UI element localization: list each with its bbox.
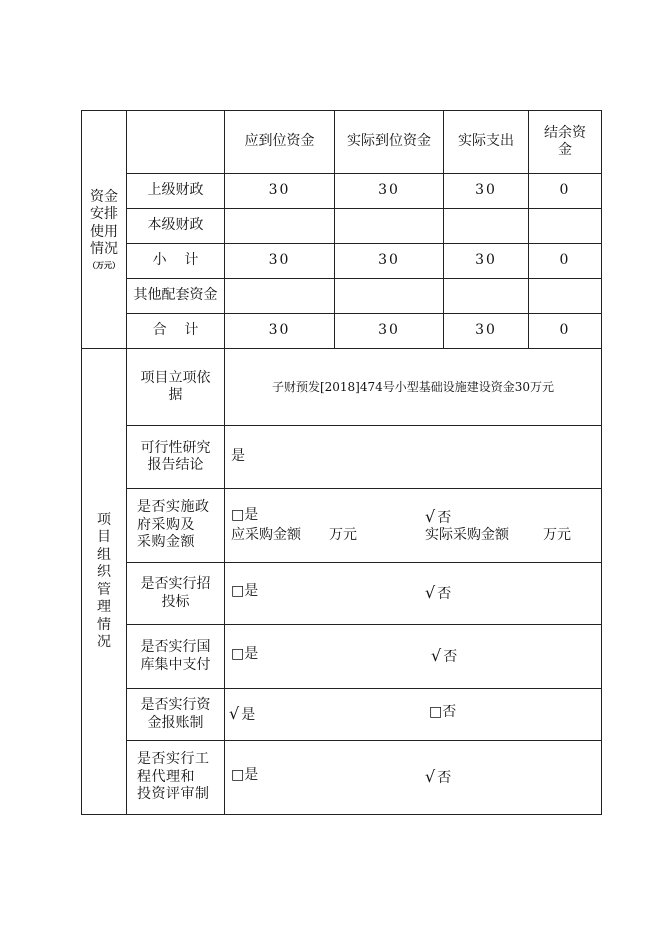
row-label: 其他配套资金 <box>127 279 225 314</box>
bidding-yes-option[interactable]: □是 <box>231 583 259 600</box>
funds-side-label: 资金 安排 使用 情况 （万元） <box>82 111 127 349</box>
treasury-no-option[interactable]: √ 否 <box>431 646 458 666</box>
unit-label: （万元） <box>88 259 120 270</box>
procurement-options: □是 √ 否 应采购金额 万元 实际采购金额 万元 <box>225 489 602 563</box>
agency-options <box>225 741 602 815</box>
table-row: 合 计 30 30 30 0 <box>82 314 602 349</box>
table-row <box>82 209 602 244</box>
project-funds-table <box>81 110 602 815</box>
agency-no-option[interactable]: √ 否 <box>425 767 452 787</box>
treasury-yes-option[interactable]: □是 <box>231 646 259 663</box>
reimbursement-no-option[interactable]: □否 <box>429 704 457 721</box>
feasibility-label: 可行性研究 报告结论 <box>127 426 225 489</box>
procurement-label: 是否实施政 府采购及 采购金额 <box>127 489 225 563</box>
bidding-label: 是否实行招 投标 <box>127 563 225 625</box>
row-label: 上级财政 <box>127 174 225 209</box>
row-label: 本级财政 <box>127 209 225 244</box>
basis-value: 子财预发[2018]474号小型基础设施建设资金30万元 <box>225 349 602 426</box>
agency-label: 是否实行工 程代理和 投资评审制 <box>127 741 225 815</box>
procurement-no-option[interactable]: √ 否 <box>425 506 452 526</box>
header-empty <box>127 111 225 174</box>
table-row: 小 计 30 30 30 0 <box>82 244 602 279</box>
org-side-label: 项 目 组 织 管 理 情 况 <box>82 349 127 815</box>
table-row <box>82 279 602 314</box>
header-actual-spending: 实际支出 <box>444 111 529 174</box>
treasury-options <box>225 625 602 689</box>
agency-yes-option[interactable]: □是 <box>231 767 259 784</box>
table-row: 上级财政 30 30 30 0 <box>82 174 602 209</box>
basis-label: 项目立项依 据 <box>127 349 225 426</box>
header-actual-funds: 实际到位资金 <box>335 111 444 174</box>
procurement-yes-option[interactable]: □是 <box>231 506 259 523</box>
header-balance: 结余资 金 <box>529 111 602 174</box>
reimbursement-yes-option[interactable]: √ 是 <box>229 704 256 724</box>
bidding-no-option[interactable]: √ 否 <box>425 583 452 603</box>
bidding-options <box>225 563 602 625</box>
row-label: 合 计 <box>127 314 225 349</box>
treasury-label: 是否实行国 库集中支付 <box>127 625 225 689</box>
feasibility-value: 是 <box>225 426 602 489</box>
reimbursement-options <box>225 689 602 741</box>
reimbursement-label: 是否实行资 金报账制 <box>127 689 225 741</box>
header-due-funds: 应到位资金 <box>225 111 335 174</box>
row-label: 小 计 <box>127 244 225 279</box>
